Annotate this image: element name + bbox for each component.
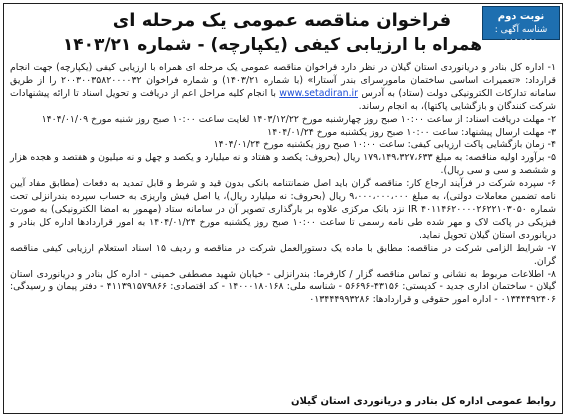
notice-badge — [482, 6, 560, 48]
clause-4: ۴- زمان بازگشایی پاکت ارزیابی کیفی: ساعت ۱۰:۰۰ صبح روز یکشنبه مورخ ۱۴۰۴/۰۱/۲۴ — [213, 139, 556, 151]
notice-signature: روابط عمومی اداره کل بنادر و دریانوردی استان گیلان — [290, 396, 556, 407]
clause-1-text-b: با انجام کلیه مراحل اعم از دریافت و تحویل اسناد تا ارائه پیشنهادات شرکت کنندگان و بازگشایی پاکتها)، به انجام رساند. — [10, 87, 556, 112]
clause-2: ۲- مهلت دریافت اسناد: از ساعت ۱۰:۰۰ صبح روز چهارشنبه مورخ ۱۴۰۳/۱۲/۲۲ لغایت ساعت ۱۰:۰۰ صبح روز شنبه مورخ ۱۴۰۴/۰۱/۰۹ — [41, 113, 556, 125]
badge-turn: نوبت دوم — [497, 11, 545, 22]
badge-notice-id: شناسه آگهی : ۱۸۵۶۵۵۱ — [494, 25, 548, 48]
setad-website-link[interactable]: www.setadiran.ir — [279, 87, 359, 99]
clause-8: ۸- اطلاعات مربوط به نشانی و تماس مناقصه گزار / کارفرما: بندرانزلی - خیابان شهید مصطفی خمینی - اداره کل بنادر و دریانوردی استان گیلان - ساختمان اداری جدید - کدپستی: ۴۳۱۵۶-۵۶۶۹۶ - شناسه ملی: ۱۴۰۰۰۱۸۰۱۶۸ - کد اقتصادی: ۴۱۱۳۹۱۵۷۹۸۶۶ - دفتر پیمان و رسیدگی: ۰۱۳۴۴۴۹۲۴۰۶ - اداره امور حقوقی و قراردادها: ۰۱۳۴۴۴۹۹۳۲۸۶ — [10, 268, 557, 306]
notice-body — [10, 62, 556, 307]
clause-5: ۵- برآورد اولیه مناقصه: به مبلغ ۱۷۹،۱۴۹،۳۲۷،۶۳۳ ریال (بحروف: یکصد و هفتاد و نه میلیارد و یکصد و چهل و نه میلیون و هفتصد و هجده هزار و ششصد و سی و سی ریال). — [10, 152, 556, 177]
clause-1-text-a: ۱- اداره کل بنادر و دریانوردی استان گیلان در نظر دارد فراخوان مناقصه عمومی یک مرحله ای همراه با ارزیابی کیفی (یکپارچه) جهت انجام قرارداد: «تعمیرات اساسی ساختمان مامورسرای بندر آستارا» (با شماره ۱۴۰۳/۲۱) و شماره فراخوان ۲۰۰۳۰۰۳۵۸۲۰۰۰۰۳۲ را از طریق سامانه تدارکات الکترونیکی دولت (ستاد) به آدرس — [10, 62, 556, 99]
notice-subtitle: همراه با ارزیابی کیفی (یکپارچه) - شماره ۱۴۰۳/۲۱ — [62, 35, 482, 55]
clause-7: ۷- شرایط الزامی شرکت در مناقصه: مطابق با ماده یک دستورالعمل شرکت در مناقصه و ردیف ۱۵ اسناد استعلام ارزیابی کیفی مناقصه گران. — [10, 242, 556, 267]
clause-6: ۶- سپرده شرکت در فرآیند ارجاع کار: مناقصه گران باید اصل ضمانتنامه بانکی بدون قید و شرط و قابل تمدید به دفعات (مطابق مفاد آیین نامه تضمین معاملات دولتی)، به مبلغ ۹،۰۰۰،۰۰۰،۰۰۰ ریال (بحروف: نه میلیارد ریال)، یا اصل فیش واریزی به حساب سپرده بندرانزلی تحت شماره ۴۰۱۱۴۶۲۰۰۰۰۲۶۲۲۱۰۳۰۵۰ IR نزد بانک مرکزی علاوه بر بارگذاری تصویر آن در سامانه ستاد (مهمور به امضا الکترونیکی) به صورت فیزیکی در پاکت لاک و مهر شده طی نامه رسمی تا ساعت ۱۰:۰۰ صبح روز یکشنبه مورخ ۱۴۰۴/۰۱/۲۴ به امور قراردادها اداره کل بنادر و دریانوردی استان گیلان تحویل نماید. — [10, 178, 556, 241]
clause-1 — [10, 62, 556, 114]
clause-3: ۳- مهلت ارسال پیشنهاد: ساعت ۱۰:۰۰ صبح روز یکشنبه مورخ ۱۴۰۴/۰۱/۲۴ — [267, 126, 556, 138]
notice-title: فراخوان مناقصه عمومی یک مرحله ای — [112, 10, 452, 31]
